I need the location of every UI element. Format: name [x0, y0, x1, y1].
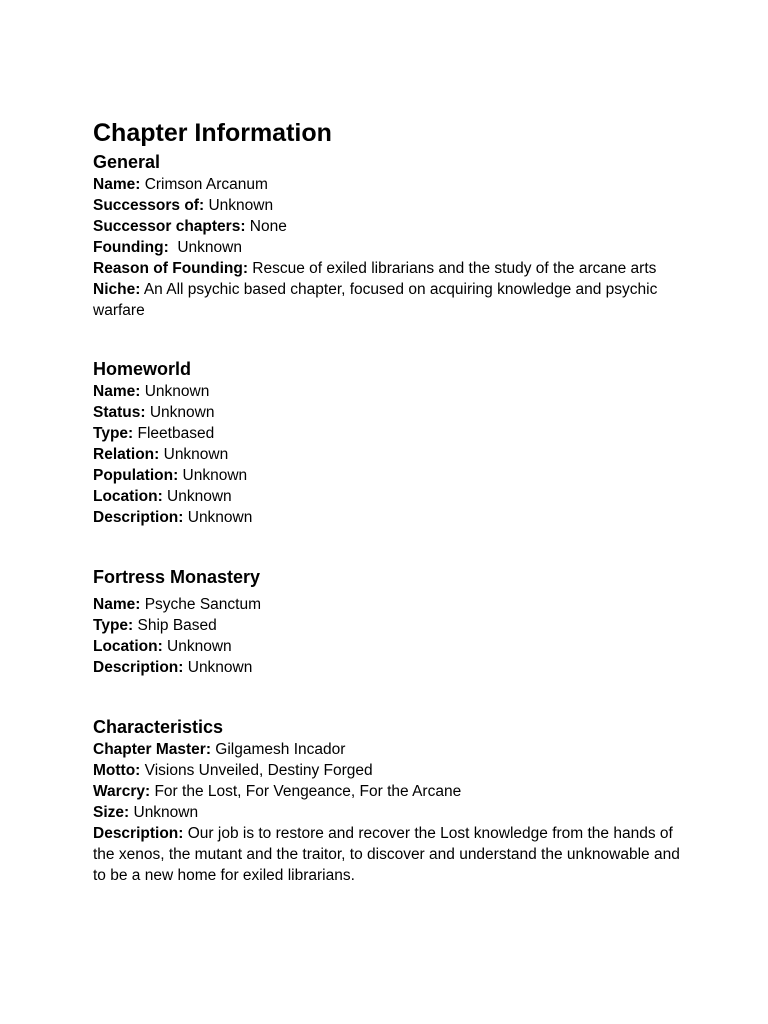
field-label: Successors of:: [93, 197, 205, 214]
field-value: Unknown: [129, 804, 199, 821]
field-label: Name:: [93, 176, 141, 193]
field-value: Ship Based: [133, 617, 217, 634]
field-label: Description:: [93, 509, 184, 526]
field-value: Unknown: [168, 239, 242, 256]
field-label: Location:: [93, 488, 163, 505]
field-value: Our job is to restore and recover the Lost knowledge from the hands of the xenos, the mutant and the traitor, to discover and understand the unknowable and to be a new home for exiled librarians.: [93, 825, 685, 884]
field-label: Size:: [93, 804, 130, 821]
field-description: [93, 507, 683, 528]
field-value: Unknown: [183, 659, 253, 676]
field-chapter-master: [93, 739, 683, 760]
field-value: Psyche Sanctum: [140, 596, 261, 613]
field-status: [93, 402, 683, 423]
field-value: An All psychic based chapter, focused on acquiring knowledge and psychic warfare: [93, 281, 662, 319]
field-successors-of: [93, 195, 683, 216]
field-value: Unknown: [183, 509, 253, 526]
field-description: [93, 823, 683, 886]
field-value: Unknown: [162, 638, 232, 655]
field-value: Unknown: [145, 404, 215, 421]
field-label: Name:: [93, 383, 141, 400]
field-location: [93, 636, 683, 657]
field-type: [93, 615, 683, 636]
field-value: For the Lost, For Vengeance, For the Arcane: [150, 783, 462, 800]
field-label: Description:: [93, 659, 184, 676]
field-value: Unknown: [140, 383, 210, 400]
document-page: [93, 116, 683, 886]
field-label: Successor chapters:: [93, 218, 246, 235]
section-general: [93, 150, 683, 321]
field-name: [93, 174, 683, 195]
field-relation: [93, 444, 683, 465]
field-motto: [93, 760, 683, 781]
field-value: Unknown: [162, 488, 232, 505]
field-value: Unknown: [204, 197, 274, 214]
field-label: Founding:: [93, 239, 169, 256]
field-label: Type:: [93, 617, 134, 634]
field-label: Warcry:: [93, 783, 151, 800]
field-value: Fleetbased: [133, 425, 215, 442]
field-label: Motto:: [93, 762, 141, 779]
field-successor-chapters: [93, 216, 683, 237]
field-value: Crimson Arcanum: [140, 176, 268, 193]
field-warcry: [93, 781, 683, 802]
field-value: Unknown: [159, 446, 229, 463]
field-label: Name:: [93, 596, 141, 613]
section-heading-characteristics: Characteristics: [93, 717, 224, 737]
field-label: Population:: [93, 467, 179, 484]
field-size: [93, 802, 683, 823]
field-name: [93, 594, 683, 615]
field-value: None: [245, 218, 287, 235]
field-label: Location:: [93, 638, 163, 655]
field-label: Type:: [93, 425, 134, 442]
field-reason-of-founding: [93, 258, 683, 279]
section-heading-general: General: [93, 152, 161, 172]
field-name: [93, 381, 683, 402]
section-characteristics: [93, 715, 683, 886]
field-type: [93, 423, 683, 444]
page-title: Chapter Information: [93, 119, 332, 147]
field-value: Visions Unveiled, Destiny Forged: [140, 762, 373, 779]
field-label: Reason of Founding:: [93, 260, 248, 277]
field-label: Status:: [93, 404, 146, 421]
field-label: Relation:: [93, 446, 160, 463]
field-value: Gilgamesh Incador: [211, 741, 346, 758]
field-founding: [93, 237, 683, 258]
field-location: [93, 486, 683, 507]
section-homeworld: [93, 357, 683, 528]
field-label: Niche:: [93, 281, 141, 298]
field-value: Rescue of exiled librarians and the study of the arcane arts: [247, 260, 657, 277]
field-label: Description:: [93, 825, 184, 842]
section-heading-fortress-monastery: Fortress Monastery: [93, 567, 261, 587]
field-niche: [93, 279, 683, 321]
section-fortress-monastery: [93, 565, 683, 678]
section-heading-homeworld: Homeworld: [93, 359, 192, 379]
field-population: [93, 465, 683, 486]
field-value: Unknown: [178, 467, 248, 484]
field-description: [93, 657, 683, 678]
field-label: Chapter Master:: [93, 741, 211, 758]
